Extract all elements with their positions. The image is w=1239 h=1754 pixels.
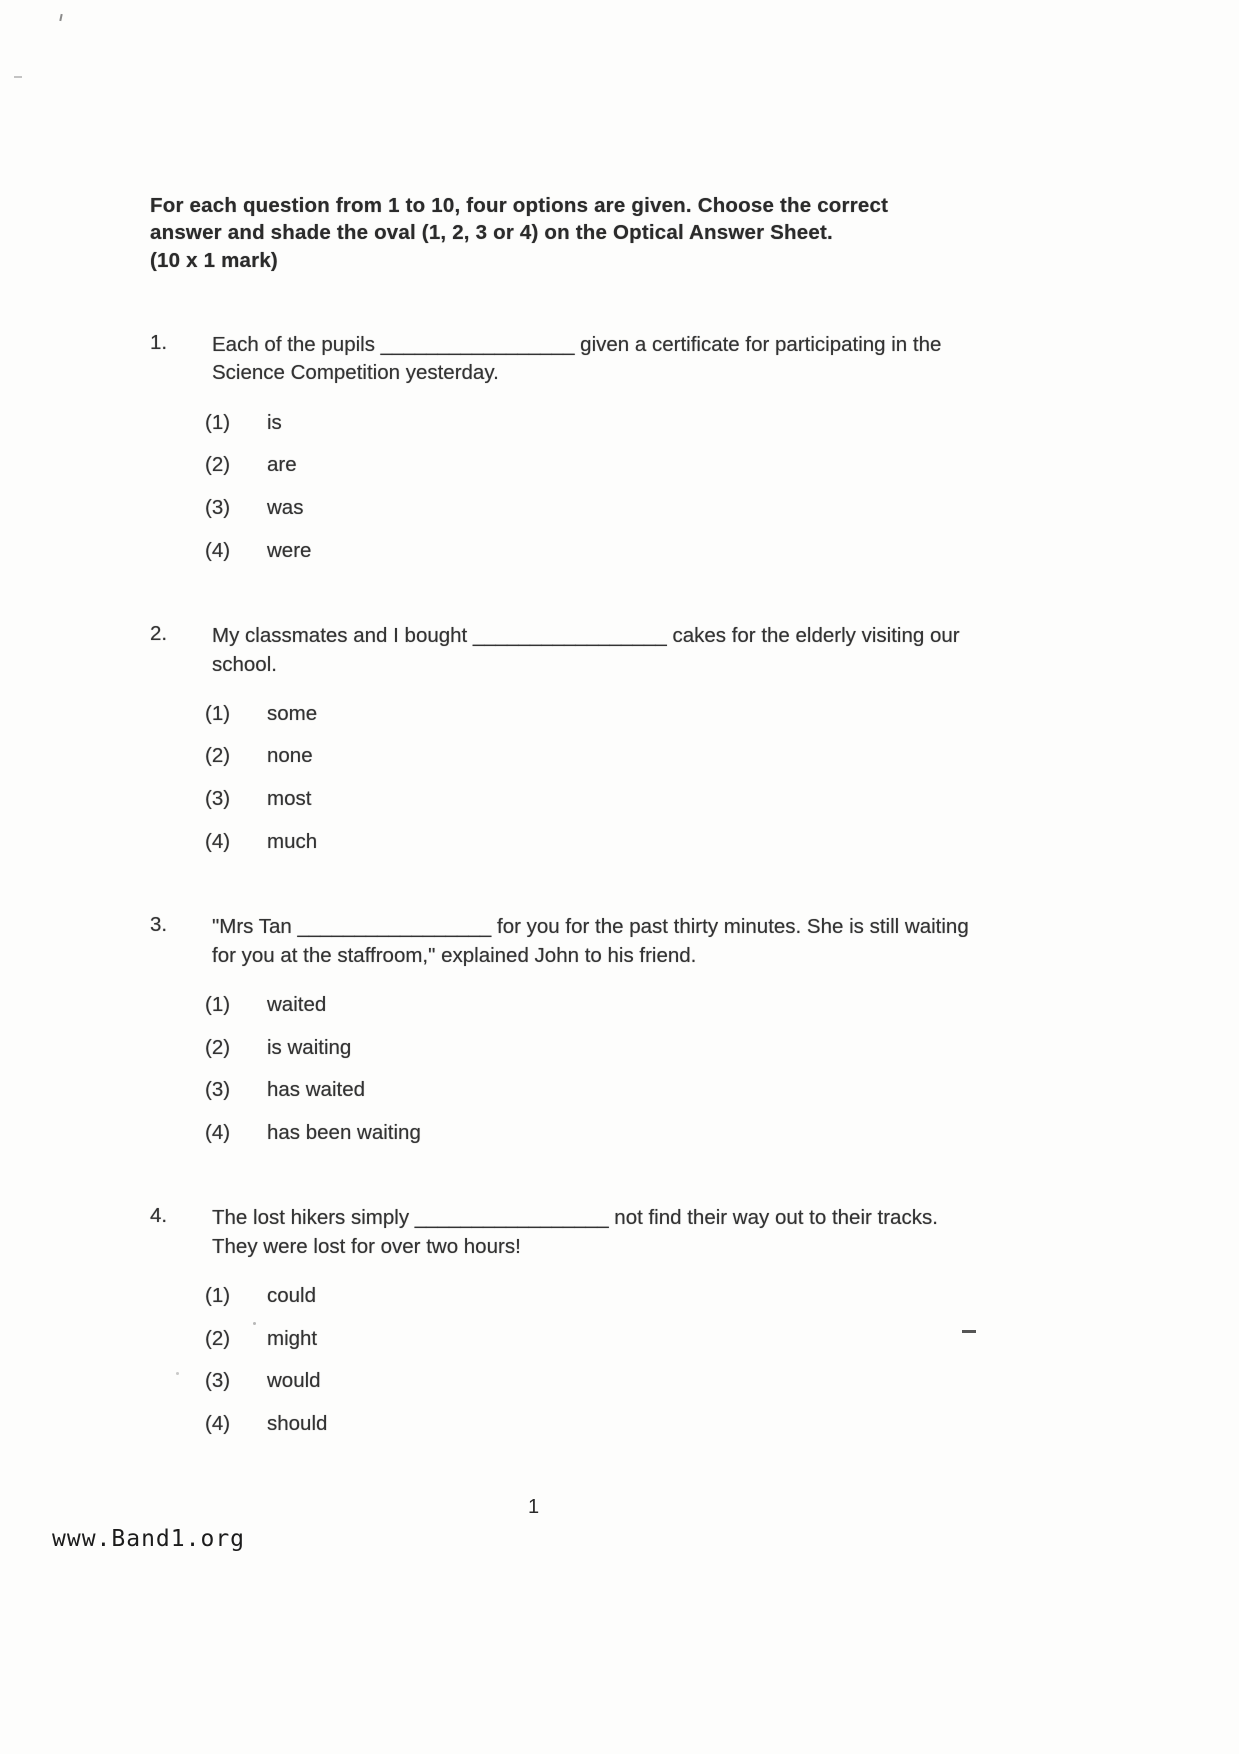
option-label: (3): [205, 1078, 231, 1102]
question-text: Each of the pupils _________________ given a certificate for participating in the Science Competition yesterday.: [212, 333, 942, 385]
option-label: (1): [205, 701, 231, 725]
option-text: would: [267, 1369, 321, 1393]
question-2: [150, 622, 1000, 855]
question-4: [150, 1204, 1000, 1437]
option-label: (3): [205, 787, 231, 811]
site-url: www.Band1.org: [52, 1526, 246, 1552]
option-row: [205, 1035, 1000, 1062]
option-label: (4): [205, 1120, 231, 1144]
option-row: [205, 1326, 1000, 1353]
option-text: waited: [267, 992, 327, 1016]
option-label: (2): [205, 453, 231, 477]
option-text: has waited: [267, 1078, 366, 1102]
option-text: was: [267, 495, 304, 519]
question-number: 2.: [150, 622, 168, 646]
option-row: [205, 992, 1000, 1019]
question-header: [150, 1204, 1000, 1261]
question-1: [150, 331, 1000, 564]
option-text: has been waiting: [267, 1120, 421, 1144]
option-row: [205, 1368, 1000, 1395]
question-number: 3.: [150, 913, 168, 937]
question-text: "Mrs Tan _________________ for you for the past thirty minutes. She is still waiting for you at the staffroom," explained John to his friend.: [212, 915, 969, 967]
exam-content: [150, 192, 1000, 1454]
option-text: some: [267, 701, 318, 725]
option-row: [205, 786, 1000, 813]
option-row: [205, 743, 1000, 770]
question-header: [150, 913, 1000, 970]
page-number: 1: [528, 1496, 540, 1518]
option-row: [205, 1077, 1000, 1104]
question-text: My classmates and I bought _________________ cakes for the elderly visiting our school.: [212, 624, 960, 676]
exam-instructions: For each question from 1 to 10, four options are given. Choose the correct answer and shade the oval (1, 2, 3 or 4) on the Optical Answer Sheet.: [150, 194, 889, 245]
option-label: (3): [205, 1369, 231, 1393]
option-text: might: [267, 1326, 318, 1350]
option-text: could: [267, 1284, 317, 1308]
option-text: is waiting: [267, 1035, 352, 1059]
option-label: (4): [205, 538, 231, 562]
scan-artifact: [59, 14, 62, 21]
option-row: [205, 538, 1000, 565]
option-label: (1): [205, 410, 231, 434]
question-text: The lost hikers simply _________________ not find their way out to their tracks. They were lost for over two hours!: [212, 1206, 938, 1258]
option-label: (1): [205, 1284, 231, 1308]
scan-artifact: [14, 76, 22, 78]
option-label: (4): [205, 1411, 231, 1435]
option-row: [205, 701, 1000, 728]
option-label: (1): [205, 992, 231, 1016]
option-text: should: [267, 1411, 328, 1435]
option-row: [205, 1411, 1000, 1438]
option-text: most: [267, 787, 312, 811]
option-row: [205, 829, 1000, 856]
options-list: [205, 410, 1000, 565]
question-number: 1.: [150, 331, 168, 355]
option-label: (2): [205, 744, 231, 768]
question-header: [150, 622, 1000, 679]
option-text: were: [267, 538, 312, 562]
options-list: [205, 1283, 1000, 1438]
option-row: [205, 1120, 1000, 1147]
option-row: [205, 410, 1000, 437]
option-text: much: [267, 829, 318, 853]
option-text: are: [267, 453, 297, 477]
option-label: (3): [205, 495, 231, 519]
option-text: is: [267, 410, 282, 434]
question-number: 4.: [150, 1204, 168, 1228]
question-header: [150, 331, 1000, 388]
option-row: [205, 452, 1000, 479]
options-list: [205, 992, 1000, 1147]
option-label: (2): [205, 1035, 231, 1059]
option-row: [205, 495, 1000, 522]
question-3: [150, 913, 1000, 1146]
option-row: [205, 1283, 1000, 1310]
marks-note: (10 x 1 mark): [150, 249, 278, 273]
option-label: (4): [205, 829, 231, 853]
options-list: [205, 701, 1000, 856]
option-text: none: [267, 744, 313, 768]
option-label: (2): [205, 1326, 231, 1350]
